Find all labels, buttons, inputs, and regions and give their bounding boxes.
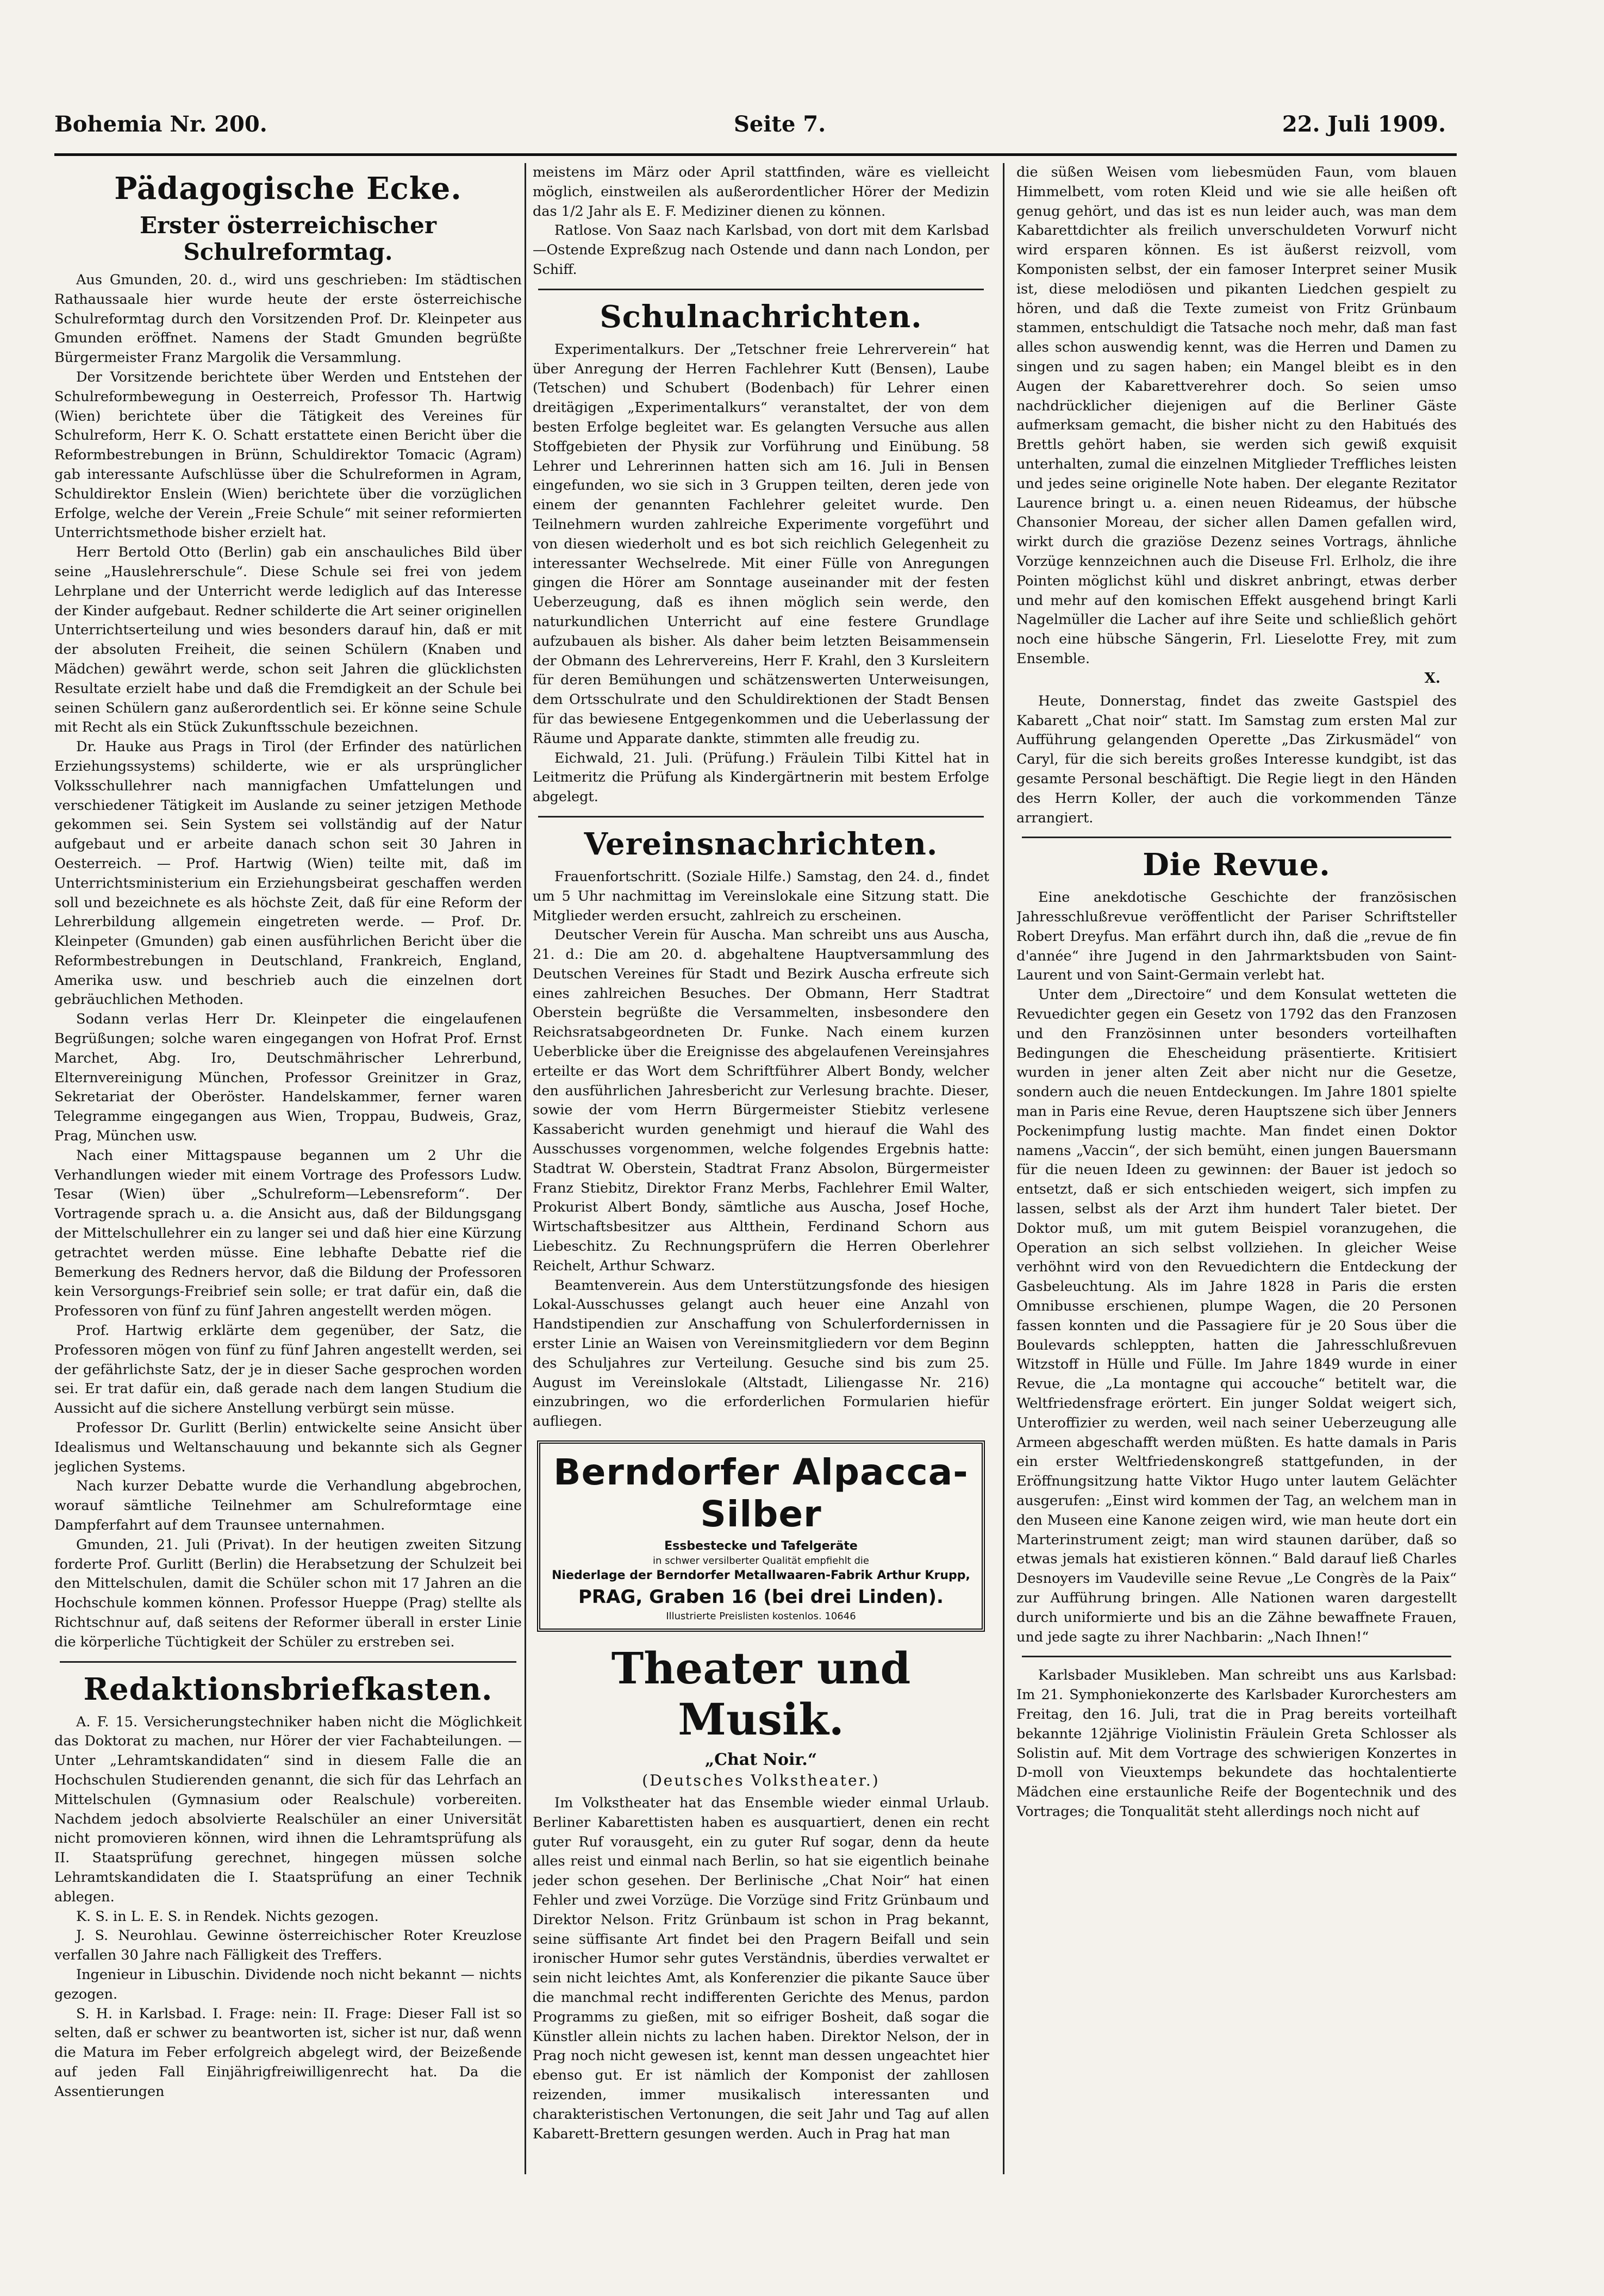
- paragraph: meistens im März oder April stattfinden, wäre es vielleicht möglich, einstweilen als außerordentlicher Hörer der Medizin das 1/2 Jahr als E. F. Mediziner dienen zu können.: [533, 164, 989, 220]
- section-rule: [538, 816, 984, 818]
- advertisement: [537, 1440, 985, 1632]
- ad-headline: Berndorfer Alpacca-Silber: [553, 1451, 969, 1536]
- ad-line: Niederlage der Berndorfer Metallwaaren-Fabrik Arthur Krupp,: [552, 1569, 970, 1583]
- issue-date: 22. Juli 1909.: [1282, 111, 1446, 137]
- ad-number: 10646: [825, 1611, 856, 1623]
- paragraph: Prof. Hartwig erklärte dem gegenüber, der Satz, die Professoren mögen von fünf zu fünf Jahren angestellt werden, sei der gefährlichste Satz, der je in dieser Sache gesprochen worden sei. Er trat dafür ein, daß gerade nach dem langen Studium die Aussicht auf die sichere Anstellung verbürgt sein müsse.: [54, 1322, 522, 1417]
- paragraph: Frauenfortschritt. (Soziale Hilfe.) Samstag, den 24. d., findet um 5 Uhr nachmittag im Vereinslokale eine Sitzung statt. Die Mitglieder werden ersucht, zahlreich zu erscheinen.: [533, 868, 989, 924]
- ad-address: PRAG, Graben 16 (bei drei Linden).: [578, 1586, 944, 1608]
- paragraph: Heute, Donnerstag, findet das zweite Gastspiel des Kabarett „Chat noir“ statt. Im Samstag zum ersten Mal zur Aufführung gelangenden Operette „Das Zirkusmädel“ von Caryl, für die sich bereits großes Interesse kundgibt, ist das gesamte Personal beschäftigt. Die Regie liegt in den Händen des Herrn Koller, der auch die vorkommenden Tänze arrangiert.: [1016, 692, 1457, 826]
- paragraph: die süßen Weisen vom liebesmüden Faun, vom blauen Himmelbett, vom roten Kleid und wie sie alle heißen oft genug gehört, und das ist es nun leider auch, was man dem Kabarettdichter als freilich unverschuldeten Vorwurf nicht wird ersparen können. Es ist äußerst reizvoll, vom Komponisten selbst, der ein famoser Interpret seiner Musik ist, diese melodiösen und pikanten Liedchen gespielt zu hören, und daß die Texte zumeist von Fritz Grünbaum stammen, entschuldigt die Tatsache noch mehr, daß man fast alles schon auswendig kennt, was die Herren und Damen zu singen und zu sagen haben; ein Mangel bleibt es in den Augen der Kabarettverehrer doch. So seien umso nachdrücklicher diejenigen auf die Berliner Gäste aufmerksam gemacht, die bisher nicht zu den Habitués des Brettls gehört haben, sie werden sich gewiß exquisit unterhalten, zumal die einzelnen Mitglieder Treffliches leisten und jedes seine originelle Note haben. Der elegante Rezitator Laurence bringt u. a. einen neuen Rideamus, der hübsche Chansonier Moreau, der sicher allen Damen gefallen wird, wirkt durch die graziöse Dezenz seines Vortrags, ähnliche Vorzüge kennzeichnen auch die Diseuse Frl. Erlholz, die ihre Pointen möglichst kühl und diskret anbringt, etwas derber und mehr auf den komischen Effekt ausgehend bringt Karli Nagelmüller die Lacher auf ihre Seite und schließlich gehört noch eine hübsche Sängerin, Frl. Lieselotte Frey, mit zum Ensemble.: [1016, 164, 1457, 667]
- revue-title: Die Revue.: [1143, 847, 1331, 883]
- letter-reply: S. H. in Karlsbad. I. Frage: nein: II. Frage: Dieser Fall ist so selten, daß er schwer zu beantworten ist, sicher ist nur, daß wenn die Matura im Feber erfolgreich abgelegt wird, der Beizeßende auf jeden Fall Einjährigfreiwilligenrecht hat. Da die Assentierungen: [54, 2005, 522, 2100]
- column-3: [1016, 163, 1457, 2174]
- paragraph: Der Vorsitzende berichtete über Werden und Entstehen der Schulreformbewegung in Oesterreich, Professor Th. Hartwig (Wien) berichtete über die Tätigkeit des Vereines für Schulreform, Herr K. O. Schatt erstattete einen Bericht über die Reformbestrebungen in Brünn, Schuldirektor Tomacic (Agram) gab interessante Aufschlüsse über die Schulreformen in Agram, Schuldirektor Enslein (Wien) berichtete über die vorzüglichen Erfolge, welche der Verein „Freie Schule“ mit seiner reformierten Unterrichtsmethode bisher erzielt hat.: [54, 369, 522, 541]
- page-number: Seite 7.: [734, 111, 826, 137]
- paragraph: Unter dem „Directoire“ und dem Konsulat wetteten die Revuedichter gegen ein Gesetz von 1792 das den Franzosen und den Französinnen unter besonders vorteilhaften Bedingungen die Ehescheidung präsentierte. Kritisiert wurden in jener alten Zeit aber nicht nur die Gesetze, sondern auch die neuen Entdeckungen. Im Jahre 1801 spielte man in Paris eine Revue, deren Hauptszene sich über Jenners Pockenimpfung lustig machte. Man findet einen Doktor namens „Vaccin“, der sich bemüht, einen jungen Bauersmann für die neuen Ideen zu gewinnen: der Bauer ist jedoch so entsetzt, daß er sich entschieden weigert, sich impfen zu lassen, selbst als der Arzt ihm hundert Taler bietet. Der Doktor muß, um mit gutem Beispiel voranzugehen, die Operation an sich selbst vollziehen. In gleicher Weise verhöhnt wird von den Revuedichtern die Entdeckung der Gasbeleuchtung. Als im Jahre 1828 in Paris die ersten Omnibusse erschienen, plumpe Wagen, die 20 Personen fassen konnten und die Passagiere für je 20 Sous über die Boulevards schleppten, hatten die Jahresschlußrevuen Witzstoff in Hülle und Fülle. Im Jahre 1849 wurde in einer Revue, die „La montagne qui accouche“ betitelt war, die Weltfriedensfrage erörtert. Ein junger Soldat weigert sich, Unteroffizier zu werden, weil nach seiner Ueberzeugung alle Armeen abgeschafft werden müßten. Es hatte damals in Paris ein erster Weltfriedenskongreß stattgefunden, in der Eröffnungsitzung hatte Viktor Hugo unter lautem Gelächter ausgerufen: „Einst wird kommen der Tag, an welchem man in den Museen eine Kanone zeigen wird, wie man heute dort ein Marterinstrument zeigt; man wird staunen darüber, daß so etwas jemals hat existieren können.“ Bald darauf ließ Charles Desnoyers im Vaudeville seine Revue „Le Congrès de la Paix“ zur Aufführung bringen. Alle Nationen waren dargestellt durch uniformierte und bis an die Zähne bewaffnete Frauen, und jede sagte zu ihrer Nachbarin: „Nach Ihnen!“: [1016, 987, 1457, 1645]
- chat-noir-subtitle: (Deutsches Volkstheater.): [642, 1771, 880, 1790]
- author-sign: X.: [1424, 670, 1440, 687]
- section-title: Pädagogische Ecke.: [114, 171, 462, 207]
- paragraph: Beamtenverein. Aus dem Unterstützungsfonde des hiesigen Lokal-Ausschusses gelangt auch heuer eine Anzahl von Handstipendien zur Anschaffung von Schulerfordernissen in erster Linie an Waisen von Vereinsmitgliedern vor dem Beginn des Schuljahres zur Verteilung. Gesuche sind bis zum 25. August im Vereinslokale (Altstadt, Liliengasse Nr. 216) einzubringen, wo die erforderlichen Formularien hiefür aufliegen.: [533, 1277, 989, 1430]
- running-head: [54, 111, 1446, 149]
- issue-number: Bohemia Nr. 200.: [54, 111, 267, 137]
- section-rule: [60, 1661, 516, 1663]
- paragraph: Nach einer Mittagspause begannen um 2 Uhr die Verhandlungen wieder mit einem Vortrage des Professors Ludw. Tesar (Wien) über „Schulreform—Lebensreform“. Der Vortragende sprach u. a. die Ansicht aus, daß der Bildungsgang der Mittelschullehrer ein zu langer sei und daß hier eine Kürzung getrachtet werden müsse. Eine lebhafte Debatte rief die Bemerkung des Redners hervor, daß die Bildung der Professoren kein Versorgungs-Freibrief sein solle; er trat dafür ein, daß die Professoren von fünf zu fünf Jahren angestellt werden mögen.: [54, 1147, 522, 1320]
- paragraph: Ratlose. Von Saaz nach Karlsbad, von dort mit dem Karlsbad—Ostende Expreßzug nach Ostende und dann nach London, per Schiff.: [533, 222, 989, 278]
- section-rule: [1022, 1656, 1451, 1657]
- header-rule: [54, 153, 1457, 156]
- letter-reply: A. F. 15. Versicherungstechniker haben nicht die Möglichkeit das Doktorat zu machen, nur Hörer der vier Fachabteilungen. — Unter „Lehramtskandidaten“ sind in diesem Falle die an Hochschulen Studierenden genannt, die sich für das Lehrfach an Mittelschulen (Gymnasium oder Realschule) vorbereiten. Nachdem jedoch absolvierte Realschüler an einer Universität nicht promovieren können, wird ihnen die Lehramtsprüfung als II. Staatsprüfung gerechnet, hingegen müssen solche Lehramtskandidaten die I. Staatsprüfung an einer Technik ablegen.: [54, 1713, 522, 1905]
- chat-noir-title: „Chat Noir.“: [704, 1750, 817, 1770]
- paragraph: Deutscher Verein für Auscha. Man schreibt uns aus Auscha, 21. d.: Die am 20. d. abgehaltene Hauptversammlung des Deutschen Vereines für Stadt und Bezirk Auscha erfreute sich eines zahlreichen Besuches. Der Obmann, Herr Stadtrat Oberstein begrüßte die Versammelten, insbesondere den Reichsratsabgeordneten Dr. Funke. Nach einem kurzen Ueberblicke über die Ereignisse des abgelaufenen Vereinsjahres erteilte er das Wort dem Schriftführer Albert Bondy, welcher den ausführlichen Jahresbericht zur Verlesung brachte. Dieser, sowie der vom Herrn Bürgermeister Stiebitz verlesene Kassabericht wurden genehmigt und hierauf die Wahl des Ausschusses vorgenommen, welche folgendes Ergebnis hatte: Stadtrat W. Oberstein, Stadtrat Franz Absolon, Bürgermeister Franz Stiebitz, Direktor Franz Merbs, Fachlehrer Emil Walter, Prokurist Albert Bondy, sämtliche aus Auscha, Josef Hoche, Wirtschaftsbesitzer aus Altthein, Ferdinand Schorn aus Liebeschitz. Zu Rechnungsprüfern die Herren Oberlehrer Reichelt, Arthur Schwarz.: [533, 927, 989, 1274]
- paragraph: Experimentalkurs. Der „Tetschner freie Lehrerverein“ hat über Anregung der Herren Fachlehrer Kutt (Bensen), Laube (Tetschen) und Schubert (Bodenbach) für Lehrer einen dreitägigen „Experimentalkurs“ veranstaltet, der von dem besten Erfolge begleitet war. Es gelangten Versuche aus allen Stoffgebieten der Physik zur Vorführung und Einübung. 58 Lehrer und Lehrerinnen hatten sich am 16. Juli in Bensen eingefunden, wo sie sich in 3 Gruppen teilten, deren jede von einem der genannten Fachlehrer geleitet wurde. Den Teilnehmern wurden zahlreiche Experimente vorgeführt und von diesen wiederholt und es bot sich reichlich Gelegenheit zu interessanter Wechselrede. Mit einer Fülle von Anregungen gingen die Hörer am Sonntage auseinander mit der festen Ueberzeugung, daß es ihnen möglich sein werde, den naturkundlichen Unterricht auf eine festere Grundlage aufzubauen als bisher. Als daher beim letzten Beisammensein der Obmann des Lehrervereins, Herr F. Krahl, den 3 Kursleitern für deren Bemühungen und schätzenswerten Unterweisungen, dem Ortsschulrate und den Schuldirektionen der Stadt Bensen für das bewiesene Entgegenkommen und die Ueberlassung der Räume und Apparate dankte, stimmten alle freudig zu.: [533, 341, 989, 747]
- article-title: Erster österreichischer Schulreformtag.: [139, 212, 437, 265]
- column-2: [533, 163, 989, 2174]
- briefkasten-title: Redaktionsbriefkasten.: [83, 1671, 493, 1707]
- letter-reply: J. S. Neurohlau. Gewinne österreichischer Roter Kreuzlose verfallen 30 Jahre nach Fälligkeit des Treffers.: [54, 1927, 522, 1964]
- section-rule: [1022, 837, 1451, 838]
- letter-reply: K. S. in L. E. S. in Rendek. Nichts gezogen.: [76, 1908, 379, 1925]
- column-divider: [525, 163, 526, 2174]
- paragraph: Dr. Hauke aus Prags in Tirol (der Erfinder des natürlichen Erziehungssystems) schilderte, wie er als ursprünglicher Volksschullehrer nach mannigfachen Umfattelungen und verschiedener Tätigkeit im Auslande zu seiner jetzigen Methode gekommen sei. Sein System sei vollständig auf der Natur aufgebaut und er arbeite danach schon seit 30 Jahren in Oesterreich. — Prof. Hartwig (Wien) teilte mit, daß im Unterrichtsministerium ein Erziehungsbeirat geschaffen werden soll und bezeichnete es als höchste Zeit, daß für eine Reform der Lehrerbildung allgemein eingetreten werde. — Prof. Dr. Kleinpeter (Gmunden) gab einen ausführlichen Bericht über die Reformbestrebungen in Deutschland, Frankreich, England, Amerika usw. und beschrieb auch die einzelnen dort gebräuchlichen Methoden.: [54, 739, 522, 1008]
- column-1: [54, 163, 522, 2174]
- letter-reply: Ingenieur in Libuschin. Dividende noch nicht bekannt — nichts gezogen.: [54, 1966, 522, 2002]
- paragraph: Nach kurzer Debatte wurde die Verhandlung abgebrochen, worauf sämtliche Teilnehmer am Schulreformtage eine Dampferfahrt auf dem Traunsee unternahmen.: [54, 1478, 522, 1533]
- paragraph: Aus Gmunden, 20. d., wird uns geschrieben: Im städtischen Rathaussaale hier wurde heute der erste österreichische Schulreformtag durch den Vorsitzenden Prof. Dr. Kleinpeter aus Gmunden eröffnet. Namens der Stadt Gmunden begrüßte Bürgermeister Franz Margolik die Versammlung.: [54, 272, 522, 366]
- vereinsnachrichten-title: Vereinsnachrichten.: [584, 826, 938, 862]
- paragraph: Karlsbader Musikleben. Man schreibt uns aus Karlsbad: Im 21. Symphoniekonzerte des Karlsbader Kurorchesters am Freitag, den 16. Juli, trat die in Prag bereits vorteilhaft bekannte 12jährige Violinistin Fräulein Greta Schlosser als Solistin auf. Mit dem Vortrage des schwierigen Konzertes in D-moll von Vieuxtemps bekundete das hochtalentierte Mädchen eine erstaunliche Reife der Bogentechnik und des Vortrages; die Tonqualität steht allerdings noch nicht auf: [1016, 1667, 1457, 1820]
- paragraph: Gmunden, 21. Juli (Privat). In der heutigen zweiten Sitzung forderte Prof. Gurlitt (Berlin) die Herabsetzung der Schulzeit bei den Mittelschulen, damit die Schüler schon mit 17 Jahren an die Hochschule kommen können. Professor Hueppe (Prag) stellte als Richtschnur auf, daß seitens der Reformer überall in erster Linie die körperliche Tüchtigkeit der Schüler zu erstreben sei.: [54, 1536, 522, 1650]
- ad-note-text: Illustrierte Preislisten kostenlos.: [666, 1611, 822, 1623]
- paragraph: Sodann verlas Herr Dr. Kleinpeter die eingelaufenen Begrüßungen; solche waren eingegangen von Hofrat Prof. Ernst Marchet, Abg. Iro, Deutschmährischer Lehrerbund, Elternvereinigung München, Professor Greinitzer in Graz, Sekretariat der Oberöster. Handelskammer, ferner waren Telegramme eingegangen aus Wien, Troppau, Budweis, Graz, Prag, München usw.: [54, 1011, 522, 1145]
- theater-title: Theater und Musik.: [611, 1643, 911, 1745]
- paragraph: Eine anekdotische Geschichte der französischen Jahresschlußrevue veröffentlicht der Pariser Schriftsteller Robert Dreyfus. Man erfährt durch ihn, daß die „revue de fin d'année“ ihre Jugend in den Jahrmarktsbuden von Saint-Laurent und von Saint-Germain verlebt hat.: [1016, 889, 1457, 984]
- column-divider: [1003, 163, 1004, 2174]
- paragraph: Im Volkstheater hat das Ensemble wieder einmal Urlaub. Berliner Kabarettisten haben es ausquartiert, denen ein recht guter Ruf vorausgeht, ein zu guter Ruf sogar, denn da heute alles reist und einmal nach Berlin, so hat sie eigentlich beinahe jeder schon gesehen. Der Berlinische „Chat Noir“ hat einen Fehler und zwei Vorzüge. Die Vorzüge sind Fritz Grünbaum und Direktor Nelson. Fritz Grünbaum ist schon in Prag bekannt, seine süffisante Art findet bei den Pragern Beifall und sein ironischer Humor sehr gutes Verständnis, überdies verwaltet er sein nicht leichtes Amt, als Konferenzier die pikante Sauce über die manchmal recht indifferenten Gerichte des Menus, pardon Programms zu gießen, mit so eifriger Bosheit, daß sogar die Künstler allein nichts zu lachen haben. Direktor Nelson, der in Prag noch nicht gewesen ist, kennt man dessen ungeachtet hier ebenso gut. Er ist nämlich der Komponist der zahllosen reizenden, immer musikalisch interessanten und charakteristischen Vertonungen, die seit Jahr und Tag auf allen Kabarett-Brettern gesungen werden. Auch in Prag hat man: [533, 1795, 989, 2142]
- paragraph: Eichwald, 21. Juli. (Prüfung.) Fräulein Tilbi Kittel hat in Leitmeritz die Prüfung als Kindergärtnerin mit bestem Erfolge abgelegt.: [533, 750, 989, 806]
- ad-note: [550, 1610, 972, 1623]
- paragraph: Herr Bertold Otto (Berlin) gab ein anschauliches Bild über seine „Hauslehrerschule“. Diese Schule sei frei von jedem Lehrplane und der Unterricht werde lediglich auf das Interesse der Kinder aufgebaut. Redner schilderte die Art seiner originellen Unterrichtserteilung und wies besonders darauf hin, daß er mit der absoluten Freiheit, die seinen Schülern (Knaben und Mädchen) gewährt werde, schon seit Jahren die glücklichsten Resultate erzielt habe und daß die Fremdigkeit an der Schule bei seinen Schülern ganz außerordentlich sei. Er könne seine Schule mit Recht als ein Stück Zukunftsschule bezeichnen.: [54, 544, 522, 736]
- paragraph: Professor Dr. Gurlitt (Berlin) entwickelte seine Ansicht über Idealismus und Weltanschauung und bekannte sich als Gegner jeglichen Systems.: [54, 1420, 522, 1475]
- schulnachrichten-title: Schulnachrichten.: [600, 298, 922, 335]
- ad-line: Essbestecke und Tafelgeräte: [664, 1539, 858, 1553]
- section-rule: [538, 289, 984, 290]
- ad-line: in schwer versilberter Qualität empfiehlt die: [652, 1555, 869, 1567]
